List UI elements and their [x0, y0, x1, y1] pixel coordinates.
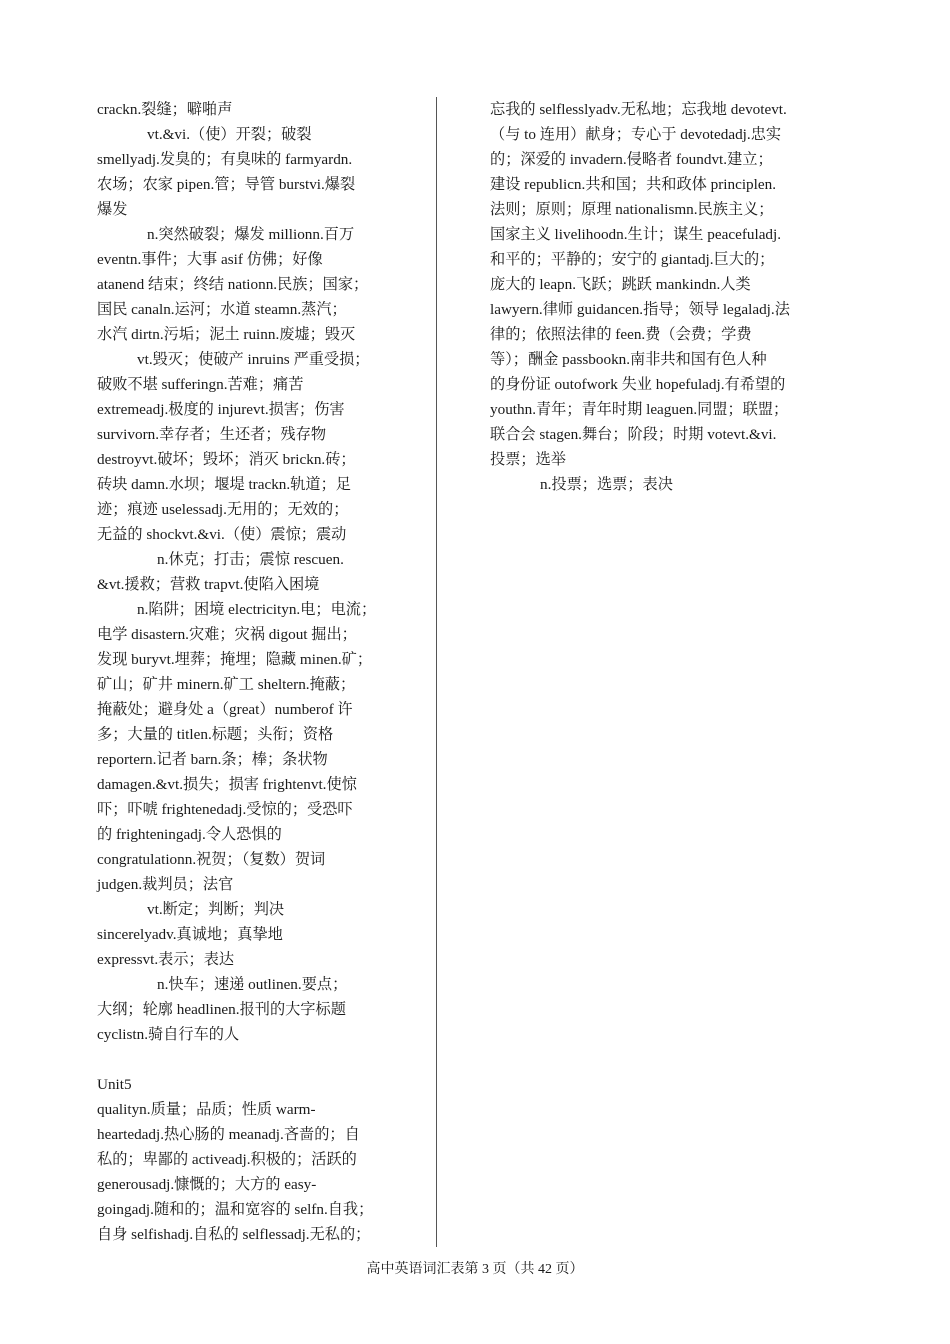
vocab-line: （与 to 连用）献身；专心于 devotedadj.忠实: [490, 126, 782, 143]
vocab-line: 大纲；轮廓 headlinen.报刊的大字标题: [97, 1001, 346, 1018]
vocab-line: n.休克；打击；震惊 rescuen.: [157, 551, 344, 568]
vocab-line: eventn.事件；大事 asif 仿佛；好像: [97, 251, 323, 268]
vocab-line: 矿山；矿井 minern.矿工 sheltern.掩蔽；: [97, 676, 356, 693]
vocab-line: 迹；痕迹 uselessadj.无用的；无效的；: [97, 501, 349, 518]
vocab-line: 国民 canaln.运河；水道 steamn.蒸汽；: [97, 301, 347, 318]
vocab-line: 水汽 dirtn.污垢；泥土 ruinn.废墟；毁灭: [97, 326, 356, 343]
vocab-line: atanend 结束；终结 nationn.民族；国家；: [97, 276, 369, 293]
vocab-line: 等）；酬金 passbookn.南非共和国有色人种: [490, 351, 767, 368]
vocab-line: 建设 republicn.共和国；共和政体 principlen.: [490, 176, 776, 193]
vocab-line: congratulationn.祝贺；（复数）贺词: [97, 851, 326, 868]
column-divider: [436, 97, 437, 1247]
vocab-line: 多；大量的 titlen.标题；头衔；资格: [97, 726, 334, 743]
vocab-line: 掩蔽处；避身处 a（great）numberof 许: [97, 701, 353, 718]
vocab-line: 联合会 stagen.舞台；阶段；时期 votevt.&vi.: [490, 426, 777, 443]
vocab-line: 私的；卑鄙的 activeadj.积极的；活跃的: [97, 1151, 357, 1168]
vocab-line: 电学 disastern.灾难；灾祸 digout 掘出；: [97, 626, 357, 643]
vocab-line: lawyern.律师 guidancen.指导；领导 legaladj.法: [490, 301, 790, 318]
vocab-line: 爆发: [97, 201, 128, 218]
vocab-line: 吓；吓唬 frightenedadj.受惊的；受恐吓: [97, 801, 353, 818]
vocab-line: n.投票；选票；表决: [540, 476, 673, 493]
vocab-line: extremeadj.极度的 injurevt.损害；伤害: [97, 401, 345, 418]
vocab-line: destroyvt.破坏；毁坏；消灭 brickn.砖；: [97, 451, 356, 468]
unit-heading: Unit5: [97, 1076, 132, 1093]
left-column: [97, 97, 397, 1247]
vocab-line: 法则；原则；原理 nationalismn.民族主义；: [490, 201, 774, 218]
vocab-line: crackn.裂缝；噼啪声: [97, 101, 233, 118]
vocab-line: &vt.援救；营救 trapvt.使陷入困境: [97, 576, 320, 593]
vocab-line: sincerelyadv.真诚地；真挚地: [97, 926, 283, 943]
vocab-line: heartedadj.热心肠的 meanadj.吝啬的；自: [97, 1126, 360, 1143]
vocab-line: smellyadj.发臭的；有臭味的 farmyardn.: [97, 151, 353, 168]
vocab-line: 国家主义 livelihoodn.生计；谋生 peacefuladj.: [490, 226, 782, 243]
vocab-line: n.突然破裂；爆发 millionn.百万: [147, 226, 355, 243]
vocab-line: n.陷阱；困境 electricityn.电；电流；: [137, 601, 377, 618]
vocab-line: 破败不堪 sufferingn.苦难；痛苦: [97, 376, 304, 393]
vocab-line: 自身 selfishadj.自私的 selflessadj.无私的；: [97, 1226, 371, 1243]
vocab-line: cyclistn.骑自行车的人: [97, 1026, 240, 1043]
spacer: [97, 1047, 397, 1072]
vocab-line: 庞大的 leapn.飞跃；跳跃 mankindn.人类: [490, 276, 751, 293]
vocab-line: damagen.&vt.损失；损害 frightenvt.使惊: [97, 776, 357, 793]
vocab-line: judgen.裁判员；法官: [97, 876, 234, 893]
vocab-line: survivorn.幸存者；生还者；残存物: [97, 426, 327, 443]
vocab-line: 砖块 damn.水坝；堰堤 trackn.轨道；足: [97, 476, 351, 493]
vocab-line: 发现 buryvt.埋葬；掩埋；隐藏 minen.矿；: [97, 651, 373, 668]
vocab-line: 无益的 shockvt.&vi.（使）震惊；震动: [97, 526, 347, 543]
vocab-line: 的；深爱的 invadern.侵略者 foundvt.建立；: [490, 151, 773, 168]
page-footer: 高中英语词汇表第 3 页（共 42 页）: [366, 1262, 584, 1277]
vocab-line: 的 frighteningadj.令人恐惧的: [97, 826, 282, 843]
right-column: [490, 97, 820, 497]
vocab-line: n.快车；速递 outlinen.要点；: [157, 976, 348, 993]
vocab-line: 投票；选举: [490, 451, 566, 468]
vocab-line: qualityn.质量；品质；性质 warm-: [97, 1101, 316, 1118]
vocab-line: 和平的；平静的；安宁的 giantadj.巨大的；: [490, 251, 775, 268]
vocab-line: reportern.记者 barn.条；棒；条状物: [97, 751, 328, 768]
vocab-line: 的身份证 outofwork 失业 hopefuladj.有希望的: [490, 376, 786, 393]
vocab-line: 忘我的 selflesslyadv.无私地；忘我地 devotevt.: [490, 101, 787, 118]
vocab-line: 农场；农家 pipen.管；导管 burstvi.爆裂: [97, 176, 356, 193]
vocab-line: goingadj.随和的；温和宽容的 selfn.自我；: [97, 1201, 374, 1218]
vocab-line: vt.断定；判断；判决: [147, 901, 285, 918]
vocab-line: youthn.青年；青年时期 leaguen.同盟；联盟；: [490, 401, 789, 418]
vocab-line: generousadj.慷慨的；大方的 easy-: [97, 1176, 317, 1193]
vocab-line: expressvt.表示；表达: [97, 951, 235, 968]
vocab-line: 律的；依照法律的 feen.费（会费；学费: [490, 326, 752, 343]
vocab-line: vt.&vi.（使）开裂；破裂: [147, 126, 312, 143]
vocab-line: vt.毁灭；使破产 inruins 严重受损；: [137, 351, 370, 368]
